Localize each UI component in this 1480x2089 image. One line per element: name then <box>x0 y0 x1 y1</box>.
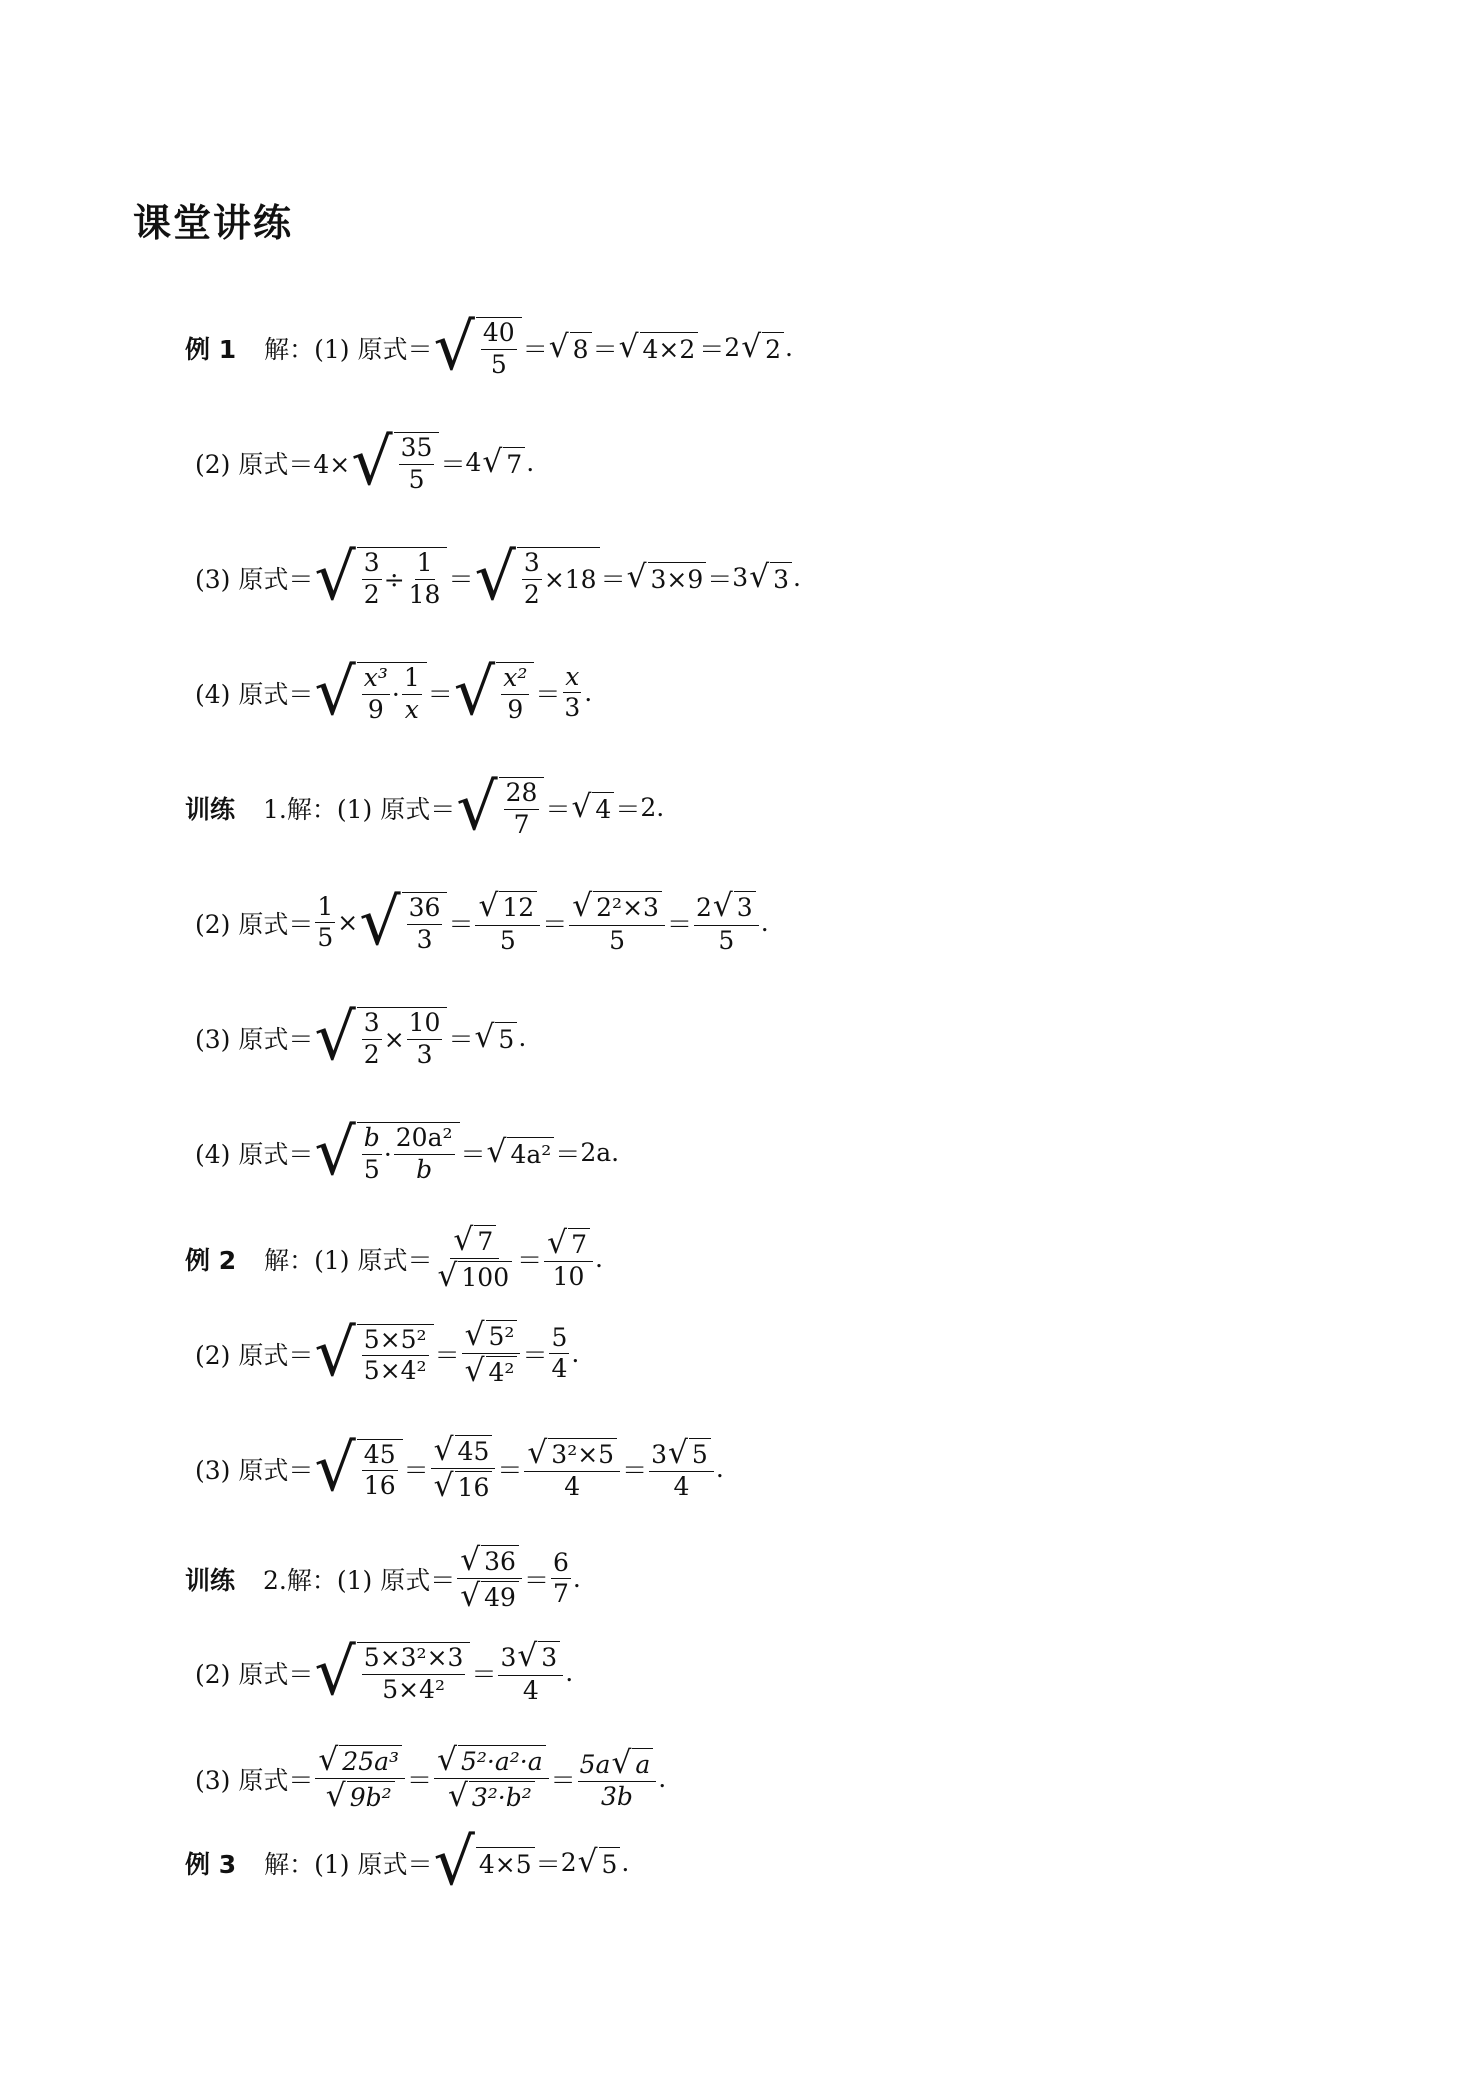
period: . <box>572 1564 581 1594</box>
denominator: 4 <box>522 1675 539 1705</box>
fraction: √ 5² √ 4² <box>462 1320 521 1388</box>
coefficient: 2 <box>560 1848 577 1877</box>
denominator: 3 <box>416 1039 433 1069</box>
denominator: 2 <box>523 579 540 609</box>
denominator: 7 <box>552 1579 569 1609</box>
denominator: 5 <box>317 923 334 952</box>
fraction: √ 2²×3 5 <box>569 891 665 954</box>
numerator: 3 <box>362 550 382 579</box>
equals: ＝ <box>448 909 474 939</box>
fraction: √ 25a³ √ 9b² <box>315 1745 405 1813</box>
line-lead: (3) 原式＝ <box>195 1455 314 1485</box>
sqrt-expr: √ $\frac{\text{x³}}{9}$ · $\frac{1}{x}$ <box>314 660 426 725</box>
line-lead: (4) 原式＝ <box>195 1139 314 1169</box>
fraction: √ 7 10 <box>544 1228 593 1291</box>
denominator: 18 <box>408 579 441 609</box>
equals: ＝ <box>407 1765 433 1795</box>
equals: ＝ <box>666 909 692 939</box>
denominator: 9 <box>367 694 384 724</box>
solution-line <box>195 1115 620 1190</box>
sqrt-expr: √ 8 <box>549 332 592 364</box>
solution-line <box>195 425 535 500</box>
fraction: 2 √ 3 5 <box>694 891 759 954</box>
denominator: 3 <box>416 924 433 954</box>
denominator: 4 <box>551 1354 568 1384</box>
radicand: 5² <box>486 1320 518 1351</box>
radicand: 16 <box>455 1471 493 1502</box>
fraction: √ 5²·a²·a √ 3²·b² <box>434 1745 549 1813</box>
equals: ＝ <box>448 564 474 594</box>
solution-line <box>195 1431 724 1507</box>
fraction: √ 12 5 <box>475 891 540 954</box>
solution-line <box>195 885 769 960</box>
radicand: 25a³ <box>342 1747 400 1776</box>
period: . <box>621 1848 630 1877</box>
radicand: 3 <box>734 891 756 922</box>
numerator: 5 <box>549 1325 569 1354</box>
denominator: 3b <box>601 1781 633 1811</box>
period: . <box>656 793 665 822</box>
equals: ＝ <box>497 1455 523 1485</box>
period: . <box>658 1764 667 1794</box>
solution-line <box>195 655 593 730</box>
sqrt-expr: √ 3×9 <box>627 562 707 594</box>
example-tag: 例 1 <box>185 334 237 364</box>
line-lead: 解：(1) 原式＝ <box>264 1849 433 1879</box>
denominator: 5×4² <box>382 1674 445 1704</box>
denominator: 2 <box>363 579 380 609</box>
solution-line <box>185 310 793 385</box>
denominator: 4 <box>564 1471 581 1501</box>
equals: ＝ <box>427 679 453 709</box>
radicand: 4×2 <box>640 332 699 364</box>
radicand: 7 <box>568 1228 590 1259</box>
equals: ＝ <box>522 334 548 364</box>
equals: ＝ <box>403 1455 429 1485</box>
fraction <box>549 1325 569 1383</box>
coefficient: 3 <box>732 563 749 592</box>
sqrt-expr: √ $\frac{3}{2}$ × $\frac{10}{3}$ <box>314 1005 447 1070</box>
solution-line <box>185 770 665 845</box>
equals: ＝ <box>707 564 733 594</box>
equals: ＝ <box>471 1659 497 1689</box>
radicand: 3 <box>770 562 792 594</box>
denominator: 5 <box>499 925 516 955</box>
denominator: 4 <box>673 1471 690 1501</box>
numerator: 40 <box>481 320 517 349</box>
denominator: 5 <box>490 349 507 379</box>
result-value: 2 <box>640 793 657 822</box>
equals: ＝ <box>699 334 725 364</box>
equals: ＝ <box>522 1340 548 1370</box>
period: . <box>526 448 535 477</box>
numerator: b <box>363 1123 380 1153</box>
denominator: 2 <box>363 1039 380 1069</box>
coefficient: 2 <box>695 893 712 923</box>
equals: ＝ <box>448 1024 474 1054</box>
denominator: 16 <box>363 1470 396 1500</box>
numerator: 45 <box>362 1442 398 1471</box>
radicand: 49 <box>481 1581 519 1612</box>
radicand: 5²·a²·a <box>460 1747 543 1776</box>
equals: ＝ <box>440 449 466 479</box>
line-lead: (2) 原式＝ <box>195 1659 314 1689</box>
numerator: x <box>565 661 580 691</box>
line-lead: 解：(1) 原式＝ <box>264 1245 433 1275</box>
sqrt-expr: √ 2 <box>741 332 784 364</box>
equals: ＝ <box>535 1849 561 1879</box>
radicand: 5 <box>599 1847 621 1879</box>
solution-line <box>185 1222 603 1295</box>
line-lead: (2) 原式＝4× <box>195 449 351 479</box>
sqrt-expr: √ $\frac{35}{5}$ <box>351 430 439 495</box>
sqrt-expr: √ 4a² <box>487 1137 555 1169</box>
solution-line <box>195 540 801 615</box>
numerator: 3 <box>362 1010 382 1039</box>
period: . <box>611 1138 620 1167</box>
sqrt-expr: √ $\frac{\text{5×5²}}{\text{5×4²}}$ <box>314 1321 433 1386</box>
sqrt-expr: √ $\frac{b}{5}$ · $\frac{\text{20a²}}{b}$ <box>314 1120 459 1185</box>
solution-line <box>195 1316 580 1392</box>
equals: ＝ <box>517 1245 543 1275</box>
line-lead: 解：(1) 原式＝ <box>264 334 433 364</box>
radicand: 8 <box>570 332 592 364</box>
radicand: 2 <box>762 332 784 364</box>
numerator: 1 <box>402 665 422 694</box>
numerator: 5×5² <box>362 1327 429 1356</box>
exercise-tag: 训练 <box>185 1565 236 1595</box>
equals: ＝ <box>615 794 641 824</box>
radicand: 3²×5 <box>548 1438 617 1469</box>
fraction: √ 3²×5 4 <box>524 1438 620 1501</box>
operator: · <box>391 679 400 709</box>
denominator: b <box>416 1154 433 1184</box>
sqrt-expr: √ 4×5 <box>433 1830 534 1895</box>
radicand: 4² <box>486 1356 518 1387</box>
radicand: 2²×3 <box>593 891 662 922</box>
radicand: 3 <box>538 1641 560 1672</box>
numerator: x² <box>503 663 528 693</box>
sqrt-expr: √ 5 <box>474 1022 517 1054</box>
line-lead: 1.解：(1) 原式＝ <box>263 794 456 824</box>
sqrt-expr: √ $\frac{36}{3}$ <box>359 890 447 955</box>
numerator: 36 <box>407 895 443 924</box>
solution-line <box>195 1742 667 1815</box>
period: . <box>571 1339 580 1369</box>
radicand: 5 <box>689 1438 711 1469</box>
operator: · <box>383 1139 392 1169</box>
equals: ＝ <box>460 1139 486 1169</box>
solution-line <box>185 1825 630 1900</box>
radicand: 3²·b² <box>471 1783 532 1813</box>
solution-line <box>195 1635 574 1710</box>
exercise-tag: 训练 <box>185 794 236 824</box>
line-lead: (2) 原式＝ <box>195 909 314 939</box>
numerator: 1 <box>415 550 435 579</box>
period: . <box>793 563 801 592</box>
equals: ＝ <box>600 564 626 594</box>
period: . <box>518 1023 527 1052</box>
numerator: 20a² <box>394 1125 455 1154</box>
numerator: 3 <box>522 550 542 579</box>
equals: ＝ <box>550 1765 576 1795</box>
numerator: x³ <box>363 663 388 693</box>
radicand: 9b² <box>349 1783 392 1813</box>
fraction: 3 √ 3 4 <box>498 1641 563 1704</box>
denominator: x <box>404 694 419 724</box>
coefficient: 4 <box>465 448 482 477</box>
line-lead: (2) 原式＝ <box>195 1340 314 1370</box>
operator: ×18 <box>543 564 597 594</box>
denominator: 5 <box>408 464 425 494</box>
sqrt-expr: √ $\frac{40}{5}$ <box>433 315 521 380</box>
sqrt-expr: √ $\frac{45}{16}$ <box>314 1436 402 1501</box>
operator: × <box>383 1024 405 1054</box>
fraction: 5a √ a 3b <box>578 1748 657 1811</box>
radicand: 5 <box>495 1022 517 1054</box>
sqrt-expr: √ 7 <box>482 447 525 479</box>
equals: ＝ <box>542 909 568 939</box>
radicand: 45 <box>455 1435 493 1466</box>
line-lead: (3) 原式＝ <box>195 1024 314 1054</box>
numerator: 6 <box>551 1550 571 1579</box>
period: . <box>584 678 593 707</box>
equals: ＝ <box>592 334 618 364</box>
fraction: √ 36 √ 49 <box>457 1545 522 1613</box>
page-title: 课堂讲练 <box>133 201 294 245</box>
result-value: 2a <box>580 1138 612 1167</box>
denominator: 3 <box>564 693 581 722</box>
radicand: 4a² <box>507 1137 554 1169</box>
period: . <box>760 908 769 937</box>
period: . <box>785 333 793 362</box>
denominator: 9 <box>507 694 524 724</box>
coefficient: 2 <box>724 333 741 362</box>
line-lead: (3) 原式＝ <box>195 564 314 594</box>
fraction: √ 7 √ 100 <box>434 1225 515 1293</box>
solution-line <box>185 1542 581 1615</box>
sqrt-expr: √ $\frac{3}{2}$ ÷ $\frac{1}{18}$ <box>314 545 447 610</box>
sqrt-expr: √ $\frac{28}{7}$ <box>456 775 544 840</box>
operator: ÷ <box>383 564 405 594</box>
radicand: a <box>635 1749 651 1779</box>
sqrt-expr: √ $\frac{\text{x²}}{9}$ <box>454 660 535 725</box>
radicand: 7 <box>503 447 525 479</box>
line-lead: (4) 原式＝ <box>195 679 314 709</box>
sqrt-expr: √ $\frac{\text{5×3²×3}}{\text{5×4²}}$ <box>314 1640 470 1705</box>
numerator: 28 <box>504 780 540 809</box>
denominator: 5 <box>363 1154 380 1184</box>
solution-line <box>195 1000 527 1075</box>
equals: ＝ <box>535 679 561 709</box>
denominator: 7 <box>513 809 530 839</box>
fraction <box>315 891 335 952</box>
coefficient: 3 <box>651 1439 667 1469</box>
coefficient: 3 <box>500 1643 517 1673</box>
sqrt-expr: √ 4 <box>571 792 614 824</box>
period: . <box>715 1454 724 1484</box>
sqrt-expr: √ 4×2 <box>619 332 699 364</box>
equals: ＝ <box>434 1340 460 1370</box>
sqrt-expr: √ 5 <box>578 1847 621 1879</box>
example-tag: 例 3 <box>185 1849 237 1879</box>
equals: ＝ <box>545 794 571 824</box>
operator: × <box>337 908 359 937</box>
fraction <box>562 661 582 722</box>
denominator: 5 <box>609 925 626 955</box>
numerator: 35 <box>399 435 435 464</box>
period: . <box>565 1658 574 1687</box>
fraction: √ 45 √ 16 <box>431 1435 496 1503</box>
equals: ＝ <box>622 1455 648 1485</box>
radicand: 4×5 <box>476 1847 535 1879</box>
radicand: 4 <box>592 792 614 824</box>
radicand: 100 <box>458 1261 512 1292</box>
period: . <box>594 1244 603 1274</box>
numerator: 5×3²×3 <box>362 1645 466 1674</box>
numerator: 1 <box>315 894 335 923</box>
sqrt-expr: √ $\frac{3}{2}$ ×18 <box>474 545 599 610</box>
fraction: 3 √ 5 4 <box>649 1438 714 1501</box>
fraction <box>551 1550 571 1608</box>
denominator: 10 <box>552 1261 585 1291</box>
line-lead: (3) 原式＝ <box>195 1765 314 1795</box>
denominator: 5×4² <box>363 1355 427 1385</box>
sqrt-expr: √ 3 <box>749 562 792 594</box>
coefficient: 5a <box>579 1749 611 1779</box>
radicand: 3×9 <box>648 562 707 594</box>
line-lead: 2.解：(1) 原式＝ <box>263 1565 456 1595</box>
radicand: 36 <box>481 1545 519 1576</box>
equals: ＝ <box>523 1565 549 1595</box>
example-tag: 例 2 <box>185 1245 237 1275</box>
equals: ＝ <box>555 1139 581 1169</box>
numerator: 10 <box>407 1010 443 1039</box>
radicand: 12 <box>499 891 537 922</box>
denominator: 5 <box>718 925 735 955</box>
radicand: 7 <box>474 1225 496 1256</box>
